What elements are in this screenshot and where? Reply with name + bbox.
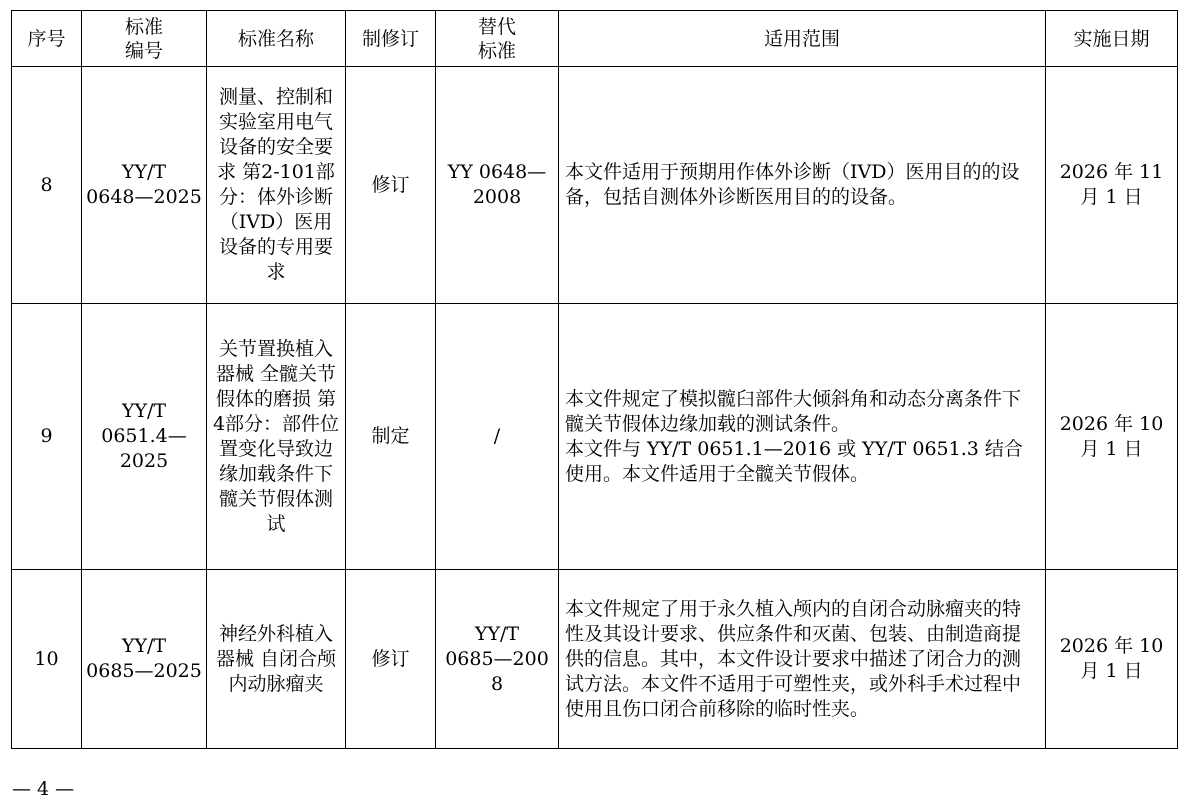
header-scope: 适用范围 [559,11,1046,67]
cell-replaced-standard: YY/T 0685—2008 [436,570,559,749]
header-revision-type: 制修订 [346,11,436,67]
cell-replaced-standard: YY 0648— 2008 [436,67,559,304]
header-serial-number: 序号 [12,11,82,67]
cell-serial-number: 9 [12,304,82,570]
cell-standard-code: YY/T 0648—2025 [82,67,207,304]
cell-standard-name: 测量、控制和实验室用电气设备的安全要求 第2-101部分：体外诊断（IVD）医用设备的专用要求 [207,67,346,304]
page-number: — 4 — [12,778,75,800]
cell-scope: 本文件规定了模拟髋臼部件大倾斜角和动态分离条件下髋关节假体边缘加载的测试条件。 本文件与 YY/T 0651.1—2016 或 YY/T 0651.3 结合使用。本文件适用于全髋关节假体。 [559,304,1046,570]
header-replaced-standard: 替代 标准 [436,11,559,67]
cell-standard-code: YY/T 0685—2025 [82,570,207,749]
cell-serial-number: 10 [12,570,82,749]
cell-scope: 本文件规定了用于永久植入颅内的自闭合动脉瘤夹的特性及其设计要求、供应条件和灭菌、包装、由制造商提供的信息。其中，本文件设计要求中描述了闭合力的测试方法。本文件不适用于可塑性夹，或外科手术过程中使用且伤口闭合前移除的临时性夹。 [559,570,1046,749]
cell-standard-name: 关节置换植入器械 全髋关节假体的磨损 第4部分：部件位置变化导致边缘加载条件下髋关节假体测试 [207,304,346,570]
header-effective-date: 实施日期 [1046,11,1178,67]
table-row [12,570,1178,749]
table-row [12,67,1178,304]
cell-effective-date: 2026 年 11 月 1 日 [1046,67,1178,304]
header-standard-name: 标准名称 [207,11,346,67]
cell-replaced-standard: / [436,304,559,570]
cell-serial-number: 8 [12,67,82,304]
table-row [12,304,1178,570]
cell-scope: 本文件适用于预期用作体外诊断（IVD）医用目的的设备，包括自测体外诊断医用目的的设备。 [559,67,1046,304]
cell-revision-type: 制定 [346,304,436,570]
cell-effective-date: 2026 年 10 月 1 日 [1046,570,1178,749]
header-standard-code: 标准 编号 [82,11,207,67]
cell-revision-type: 修订 [346,67,436,304]
cell-standard-code: YY/T 0651.4— 2025 [82,304,207,570]
cell-revision-type: 修订 [346,570,436,749]
table-header-row [12,11,1178,67]
standards-table [11,10,1178,749]
cell-effective-date: 2026 年 10 月 1 日 [1046,304,1178,570]
cell-standard-name: 神经外科植入器械 自闭合颅内动脉瘤夹 [207,570,346,749]
